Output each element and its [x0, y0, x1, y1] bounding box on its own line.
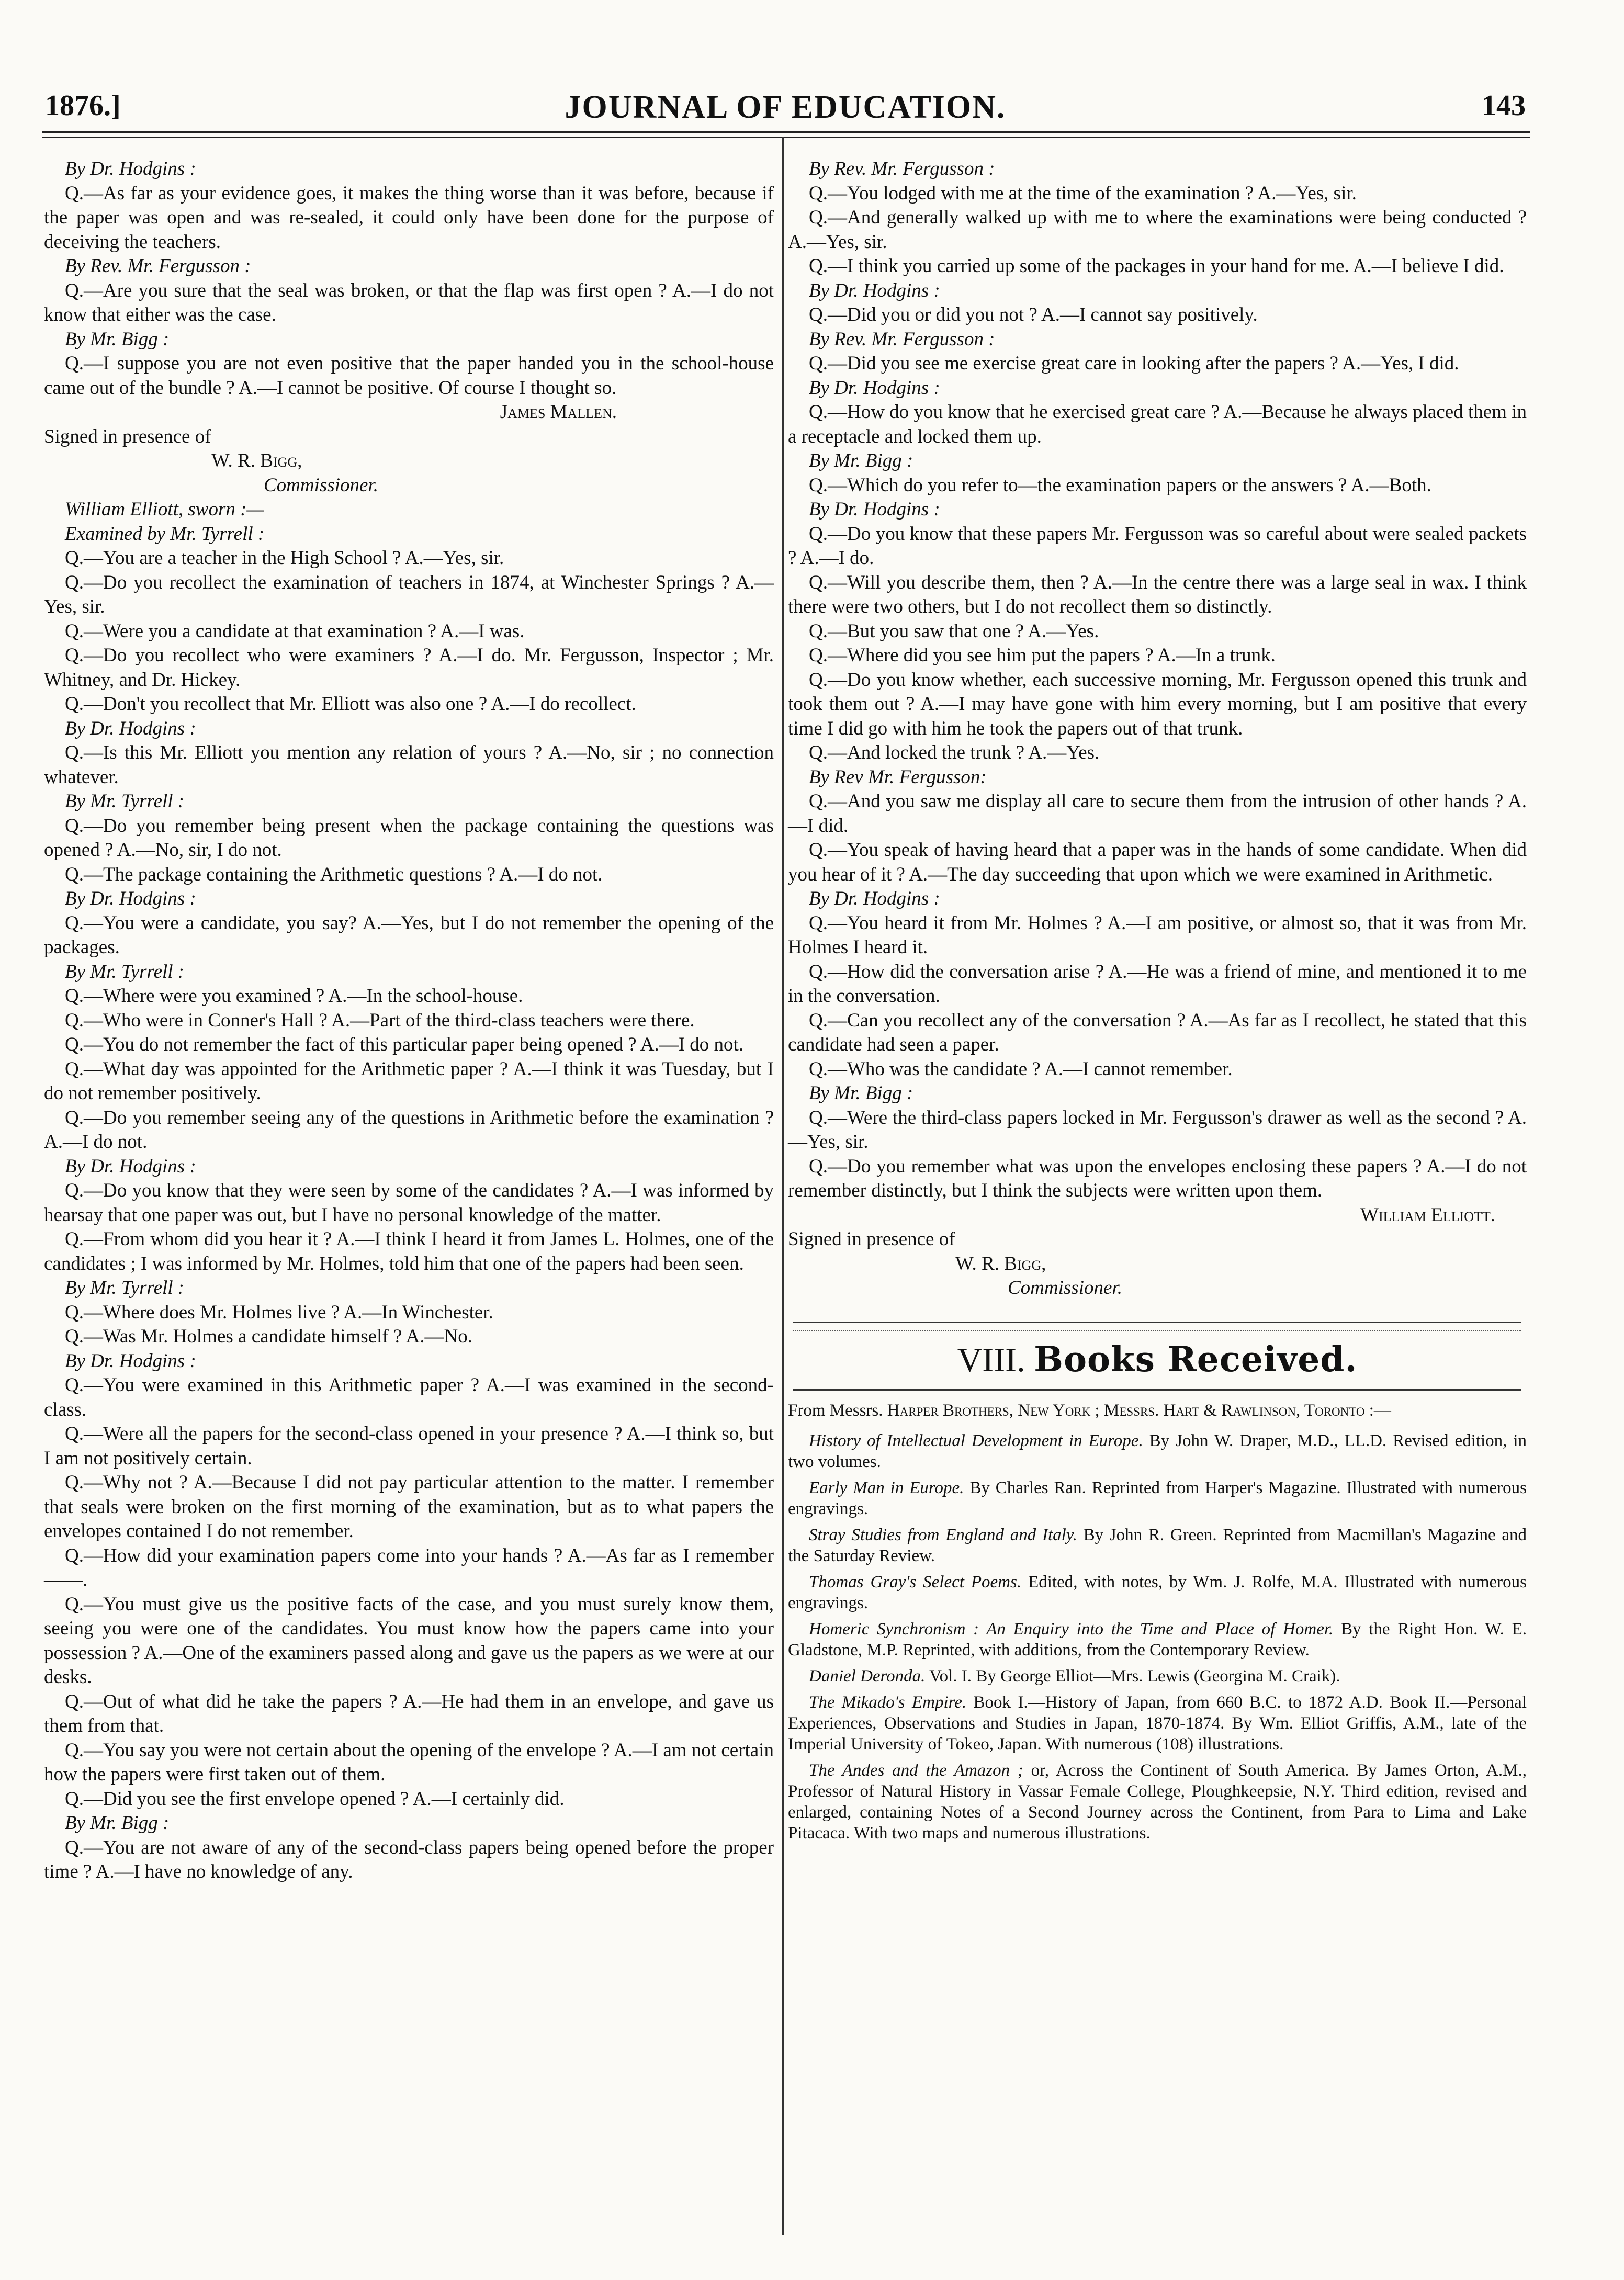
book-entry — [788, 1477, 1527, 1519]
testimony-paragraph: Q.—What day was appointed for the Arithmetic paper ? A.—I think it was Tuesday, but I do not remember positively. — [44, 1058, 774, 1104]
book-title: Daniel Deronda. — [809, 1666, 926, 1686]
section-heading — [788, 1336, 1527, 1384]
testimony-paragraph: Q.—You say you were not certain about the opening of the envelope ? A.—I am not certain how the papers were first taken out of them. — [44, 1739, 774, 1785]
examiner-heading: By Dr. Hodgins : — [809, 499, 940, 520]
testimony-paragraph: Q.—Were the third-class papers locked in Mr. Fergusson's drawer as well as the second ? A.—Yes, sir. — [788, 1107, 1527, 1153]
commissioner-title: Commissioner. — [1008, 1277, 1122, 1299]
testimony-paragraph: Q.—Do you know that these papers Mr. Fergusson was so careful about were sealed packets ? A.—I do. — [788, 523, 1527, 569]
testimony-paragraph: Q.—You heard it from Mr. Holmes ? A.—I am positive, or almost so, that it was from Mr. Holmes I heard it. — [788, 912, 1527, 958]
page-number: 143 — [1482, 89, 1526, 122]
section-title: Books Received. — [1034, 1338, 1358, 1380]
book-entry — [788, 1619, 1527, 1661]
right-column-testimony — [788, 157, 1527, 1301]
examiner-heading: By Mr. Tyrrell : — [65, 791, 185, 812]
testimony-paragraph: Q.—Why not ? A.—Because I did not pay particular attention to the matter. I remember that seals were broken on the first morning of the examination, but as to what papers the envelopes contained I do not remember. — [44, 1472, 774, 1542]
testimony-paragraph: Q.—You were a candidate, you say? A.—Yes, but I do not remember the opening of the packages. — [44, 912, 774, 958]
examiner-heading: By Rev Mr. Fergusson: — [809, 766, 987, 788]
examiner-heading: By Mr. Bigg : — [65, 1812, 170, 1834]
issue-year: 1876.] — [45, 89, 121, 122]
testimony-paragraph: Q.—From whom did you hear it ? A.—I think I heard it from James L. Holmes, one of the candidates ; I was informed by Mr. Holmes, told him that one of the papers had been seen. — [44, 1228, 774, 1274]
testimony-paragraph: Q.—Do you know whether, each successive morning, Mr. Fergusson opened this trunk and took them out ? A.—I may have gone with him every morning, but I am positive that every time I did go with him he took the papers out of that trunk. — [788, 669, 1527, 739]
examiner-heading: By Mr. Bigg : — [809, 1082, 914, 1104]
examiner-heading: By Dr. Hodgins : — [809, 888, 940, 909]
examiner-heading: William Elliott, sworn :— — [65, 499, 264, 520]
book-description: By John R. Green. Reprinted from Macmillan's Magazine and the Saturday Review. — [788, 1525, 1527, 1565]
testimony-paragraph: Q.—And you saw me display all care to secure them from the intrusion of other hands ? A.—I did. — [788, 791, 1527, 837]
examiner-heading: By Mr. Bigg : — [65, 328, 170, 350]
examiner-heading: By Mr. Bigg : — [809, 450, 914, 471]
testimony-paragraph: Q.—Did you or did you not ? A.—I cannot say positively. — [809, 304, 1258, 325]
book-title: The Mikado's Empire. — [809, 1692, 967, 1712]
commissioner-title: Commissioner. — [264, 474, 378, 496]
testimony-paragraph: Q.—Is this Mr. Elliott you mention any relation of yours ? A.—No, sir ; no connection whatever. — [44, 742, 774, 788]
books-list — [788, 1400, 1527, 1844]
signed-line: Signed in presence of — [788, 1228, 955, 1250]
testimony-paragraph: Q.—Do you remember what was upon the envelopes enclosing these papers ? A.—I do not remember distinctly, but I think the subjects were written upon them. — [788, 1155, 1527, 1201]
book-entry — [788, 1430, 1527, 1472]
book-title: History of Intellectual Development in Europe. — [809, 1431, 1143, 1450]
witness-signature: William Elliott. — [1360, 1204, 1495, 1226]
testimony-paragraph: Q.—Where did you see him put the papers ? A.—In a trunk. — [809, 645, 1276, 666]
testimony-paragraph: Q.—Do you remember seeing any of the questions in Arithmetic before the examination ? A.—I do not. — [44, 1107, 774, 1153]
examiner-heading: By Dr. Hodgins : — [809, 377, 940, 399]
testimony-paragraph: Q.—Are you sure that the seal was broken, or that the flap was first open ? A.—I do not know that either was the case. — [44, 279, 774, 325]
book-description: or, Across the Continent of South America. By James Orton, A.M., Professor of Natural History in Vassar Female College, Ploughkeepsie, N.Y. Third edition, revised and enlarged, containing Notes of a Second Journey across the Continent, from Para to Lima and Lake Pitacaca. With two maps and numerous illustrations. — [788, 1760, 1527, 1843]
book-entry — [788, 1760, 1527, 1844]
commissioner-name: W. R. Bigg, — [955, 1252, 1046, 1274]
journal-title: JOURNAL OF EDUCATION. — [565, 89, 1006, 125]
testimony-paragraph: Q.—How did your examination papers come into your hands ? A.—As far as I remember——. — [44, 1544, 774, 1590]
books-publishers — [788, 1400, 1527, 1421]
testimony-paragraph: Q.—And locked the trunk ? A.—Yes. — [809, 742, 1100, 763]
books-received-section — [788, 1322, 1527, 1844]
left-column-testimony — [44, 157, 774, 1884]
book-title: Homeric Synchronism : An Enquiry into the Time and Place of Homer. — [809, 1619, 1334, 1639]
examiner-heading: By Dr. Hodgins : — [65, 158, 196, 179]
section-divider — [793, 1322, 1521, 1331]
testimony-paragraph: Q.—Who were in Conner's Hall ? A.—Part of the third-class teachers were there. — [65, 1009, 695, 1031]
testimony-paragraph: Q.—Were you a candidate at that examination ? A.—I was. — [65, 620, 525, 642]
examiner-heading: By Mr. Tyrrell : — [65, 961, 185, 983]
testimony-paragraph: Q.—As far as your evidence goes, it makes the thing worse than it was before, because if the paper was open and was re-sealed, it could only have been done for the purpose of deceiving the teachers. — [44, 182, 774, 253]
testimony-paragraph: Q.—Did you see me exercise great care in looking after the papers ? A.—Yes, I did. — [809, 353, 1459, 374]
testimony-paragraph: Q.—You do not remember the fact of this particular paper being opened ? A.—I do not. — [65, 1034, 744, 1055]
book-title: Thomas Gray's Select Poems. — [809, 1572, 1022, 1592]
testimony-paragraph: Q.—Can you recollect any of the conversation ? A.—As far as I recollect, he stated that this candidate had seen a paper. — [788, 1009, 1527, 1055]
examiner-heading: By Rev. Mr. Fergusson : — [65, 255, 251, 277]
testimony-paragraph: Q.—How did the conversation arise ? A.—He was a friend of mine, and mentioned it to me in the conversation. — [788, 961, 1527, 1007]
examiner-heading: Examined by Mr. Tyrrell : — [65, 523, 265, 545]
column-divider — [782, 137, 784, 2235]
testimony-paragraph: Q.—You are a teacher in the High School ? A.—Yes, sir. — [65, 547, 504, 569]
witness-signature: James Mallen. — [500, 401, 617, 423]
testimony-paragraph: Q.—Did you see the first envelope opened ? A.—I certainly did. — [65, 1788, 565, 1810]
book-entry — [788, 1692, 1527, 1755]
testimony-paragraph: Q.—Don't you recollect that Mr. Elliott was also one ? A.—I do recollect. — [65, 693, 636, 715]
testimony-paragraph: Q.—Do you know that they were seen by some of the candidates ? A.—I was informed by hearsay that one paper was out, but I have no personal knowledge of the matter. — [44, 1180, 774, 1226]
testimony-paragraph: Q.—And generally walked up with me to where the examinations were being conducted ? A.—Yes, sir. — [788, 207, 1527, 253]
examiner-heading: By Rev. Mr. Fergusson : — [809, 328, 995, 350]
book-entry — [788, 1666, 1527, 1687]
publishers-text: Harper Brothers, New York ; Messrs. Hart & Rawlinson, Toronto :— — [887, 1401, 1391, 1420]
testimony-paragraph: Q.—Do you recollect the examination of teachers in 1874, at Winchester Springs ? A.—Yes, sir. — [44, 571, 774, 617]
testimony-paragraph: Q.—How do you know that he exercised great care ? A.—Because he always placed them in a receptacle and locked them up. — [788, 401, 1527, 447]
testimony-paragraph: Q.—Was Mr. Holmes a candidate himself ? A.—No. — [65, 1326, 473, 1347]
signed-line: Signed in presence of — [44, 425, 211, 447]
testimony-paragraph: Q.—You are not aware of any of the second-class papers being opened before the proper time ? A.—I have no knowledge of any. — [44, 1836, 774, 1882]
testimony-paragraph: Q.—You were examined in this Arithmetic paper ? A.—I was examined in the second-class. — [44, 1374, 774, 1420]
testimony-paragraph: Q.—You must give us the positive facts of the case, and you must surely know them, seeing you were one of the candidates. You must know how the papers came into your possession ? A.—One of the examiners passed along and gave us the papers as we were at our desks. — [44, 1593, 774, 1688]
book-description: Book I.—History of Japan, from 660 B.C. to 1872 A.D. Book II.—Personal Experiences, Observations and Studies in Japan, 1870-1874. By Wm. Elliot Griffis, A.M., late of the Imperial University of Tokeo, Japan. With numerous (108) illustrations. — [788, 1692, 1527, 1754]
testimony-paragraph: Q.—I suppose you are not even positive that the paper handed you in the school-house came out of the bundle ? A.—I cannot be positive. Of course I thought so. — [44, 353, 774, 399]
testimony-paragraph: Q.—Do you remember being present when the package containing the questions was opened ? A.—No, sir, I do not. — [44, 815, 774, 861]
testimony-paragraph: Q.—Where were you examined ? A.—In the school-house. — [65, 985, 523, 1007]
commissioner-name: W. R. Bigg, — [211, 450, 302, 471]
book-description: Vol. I. By George Elliot—Mrs. Lewis (Georgina M. Craik). — [925, 1666, 1340, 1686]
section-number: VIII. — [957, 1340, 1025, 1379]
book-description: Edited, with notes, by Wm. J. Rolfe, M.A. Illustrated with numerous engravings. — [788, 1572, 1527, 1612]
book-entry — [788, 1572, 1527, 1613]
examiner-heading: By Mr. Tyrrell : — [65, 1277, 185, 1299]
examiner-heading: By Dr. Hodgins : — [65, 888, 196, 909]
testimony-paragraph: Q.—Which do you refer to—the examination papers or the answers ? A.—Both. — [809, 474, 1431, 496]
book-description: By John W. Draper, M.D., LL.D. Revised edition, in two volumes. — [788, 1431, 1527, 1471]
header-rule-thin — [42, 137, 1530, 138]
book-description: By Charles Ran. Reprinted from Harper's Magazine. Illustrated with numerous engravings. — [788, 1478, 1527, 1518]
examiner-heading: By Rev. Mr. Fergusson : — [809, 158, 995, 179]
book-title: Stray Studies from England and Italy. — [809, 1525, 1077, 1544]
examiner-heading: By Dr. Hodgins : — [65, 1350, 196, 1372]
examiner-heading: By Dr. Hodgins : — [65, 717, 196, 739]
testimony-paragraph: Q.—Who was the candidate ? A.—I cannot remember. — [809, 1058, 1233, 1080]
section-rule — [793, 1389, 1521, 1391]
testimony-paragraph: Q.—But you saw that one ? A.—Yes. — [809, 620, 1099, 642]
book-entry — [788, 1525, 1527, 1566]
book-title: Early Man in Europe. — [809, 1478, 964, 1497]
testimony-paragraph: Q.—The package containing the Arithmetic questions ? A.—I do not. — [65, 863, 603, 885]
examiner-heading: By Dr. Hodgins : — [809, 279, 940, 301]
testimony-paragraph: Q.—Out of what did he take the papers ? A.—He had them in an envelope, and gave us them from that. — [44, 1690, 774, 1736]
from-prefix: From Messrs. — [788, 1401, 883, 1420]
testimony-paragraph: Q.—You lodged with me at the time of the examination ? A.—Yes, sir. — [809, 182, 1357, 204]
book-description: By the Right Hon. W. E. Gladstone, M.P. Reprinted, with additions, from the Contemporary Review. — [788, 1619, 1527, 1660]
testimony-paragraph: Q.—You speak of having heard that a paper was in the hands of some candidate. When did you hear of it ? A.—The day succeeding that upon which we were examined in Arithmetic. — [788, 839, 1527, 885]
testimony-paragraph: Q.—Will you describe them, then ? A.—In the centre there was a large seal in wax. I think there were two others, but I do not recollect them so distinctly. — [788, 571, 1527, 617]
page-header — [45, 89, 1526, 131]
testimony-paragraph: Q.—Where does Mr. Holmes live ? A.—In Winchester. — [65, 1301, 493, 1323]
header-rule — [42, 131, 1530, 133]
testimony-paragraph: Q.—Were all the papers for the second-class opened in your presence ? A.—I think so, but I am not positively certain. — [44, 1423, 774, 1469]
right-column — [788, 157, 1527, 1849]
examiner-heading: By Dr. Hodgins : — [65, 1155, 196, 1177]
testimony-paragraph: Q.—I think you carried up some of the packages in your hand for me. A.—I believe I did. — [809, 255, 1504, 277]
testimony-paragraph: Q.—Do you recollect who were examiners ? A.—I do. Mr. Fergusson, Inspector ; Mr. Whitney, and Dr. Hickey. — [44, 645, 774, 691]
book-title: The Andes and the Amazon ; — [809, 1760, 1023, 1780]
